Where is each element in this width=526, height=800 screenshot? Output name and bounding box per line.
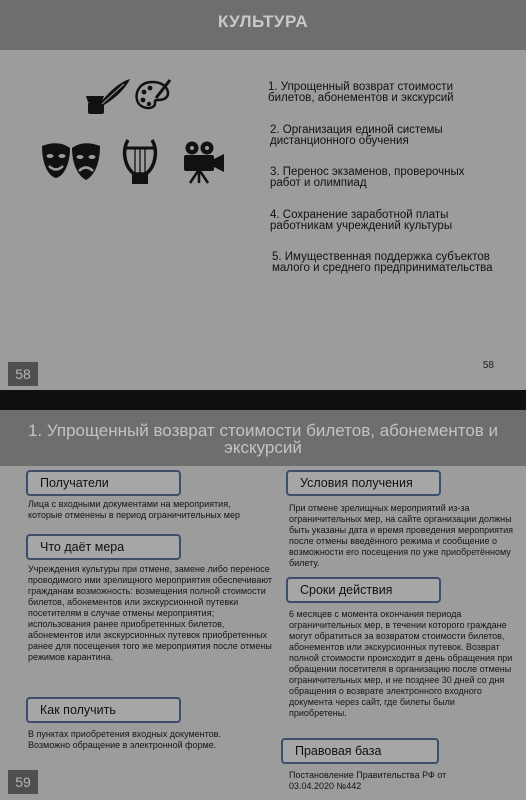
- list-item: 1. Упрощенный возврат стоимости билетов, абонементов и экскурсий: [268, 81, 454, 104]
- recipients-label: Получатели: [26, 470, 181, 496]
- terms-text: 6 месяцев с момента окончания периода ограничительных мер, в течении которого граждане могут обратиться за возвратом стоимости билетов, абонементов или экскурсионных путевок. Возврат полной стоимости происходит в день обращения при обращении посетителя в организацию после отмены ограничительных мер, и не позднее 30 дней со дня обращения о возврате электронного входного документа через сайт, где билеты были приобретены.: [289, 609, 513, 718]
- slide-number-badge: 58: [8, 362, 38, 386]
- slide-59: [0, 410, 526, 800]
- list-item: 5. Имущественная поддержка субъектов малого и среднего предпринимательства: [272, 251, 493, 274]
- list-item: 2. Организация единой системы дистанционного обучения: [270, 124, 443, 147]
- list-item: 3. Перенос экзаменов, проверочных работ и олимпиад: [270, 166, 465, 189]
- conditions-label: Условия получения: [286, 470, 441, 496]
- how-to-get-text: В пунктах приобретения входных документов. Возможно обращение в электронной форме.: [28, 729, 221, 750]
- legal-basis-text: Постановление Правительства РФ от 03.04.2020 №442: [289, 770, 447, 791]
- film-camera-icon: [178, 140, 228, 184]
- conditions-text: При отмене зрелищных мероприятий из-за ограничительных мер, на сайте организации должны быть указаны дата и время проведения мероприятия после отмены введённого режима и сообщение о возможности его посещения по уже приобретённому билету.: [289, 503, 514, 568]
- ink-quill-icon: [80, 78, 132, 118]
- slide-title: 1. Упрощенный возврат стоимости билетов, абонементов и экскурсий: [27, 421, 499, 457]
- palette-icon: [134, 78, 172, 112]
- theater-masks-icon: [38, 140, 104, 184]
- slide-58: [0, 0, 526, 390]
- lyre-icon: [120, 136, 160, 188]
- measure-label: Что даёт мера: [26, 534, 181, 560]
- recipients-text: Лица с входными документами на мероприятия, которые отменены в период ограничительных мер: [28, 499, 240, 520]
- how-to-get-label: Как получить: [26, 697, 181, 723]
- page-number: 58: [482, 360, 494, 371]
- slide-title: КУЛЬТУРА: [217, 12, 309, 31]
- slide-number-badge: 59: [8, 770, 38, 794]
- list-item: 4. Сохранение заработной платы работникам учреждений культуры: [270, 209, 453, 232]
- legal-basis-label: Правовая база: [281, 738, 439, 764]
- terms-label: Сроки действия: [286, 577, 441, 603]
- measure-text: Учреждения культуры при отмене, замене либо переносе проводимого ими зрелищного мероприятия обеспечивают гражданам возможность: возмещения полной стоимости билетов, абонементов или экскурсионной путевки посетителям в случае отмены мероприятия; использования ранее приобретенных билетов, абонементов или экскурсионных путевок приобретенных ранее для посещения того же мероприятия после отмены режимов карантина.: [28, 564, 272, 662]
- slide-separator: [0, 390, 526, 410]
